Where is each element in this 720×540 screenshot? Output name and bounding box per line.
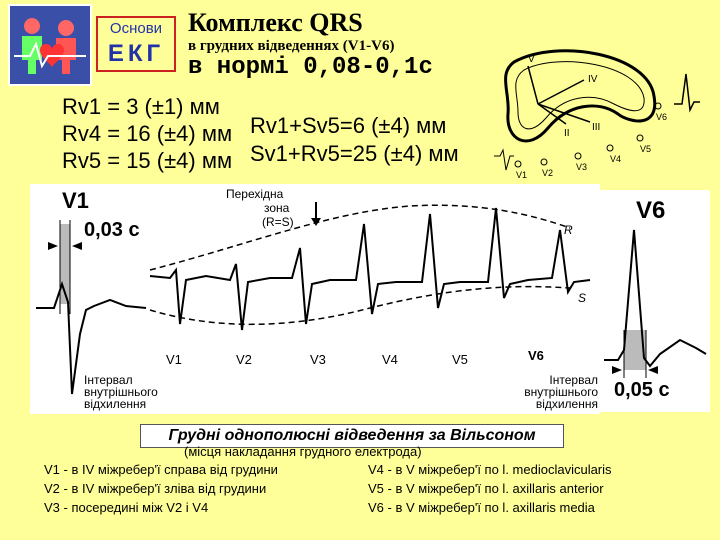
lead-label: V3 [310,352,326,367]
measurement-sum1: Rv1+Sv5=6 (±4) мм [250,113,447,138]
lead-position-item: V4 - в V міжребер'ї по l. medioclavicularis [368,462,612,477]
page-subtitle: в грудних відведеннях (V1-V6) [188,38,395,54]
heart-vector-diagram [488,44,714,184]
heart-people-icon [10,6,90,84]
r-envelope-label: R [564,223,573,237]
measurement-sum2: Sv1+Rv5=25 (±4) мм [250,141,459,166]
axis-label: IV [588,74,598,85]
lead-position-item: V3 - посередині між V2 і V4 [44,500,209,515]
lead-position-item: V2 - в IV міжребер'ї зліва від грудини [44,481,267,496]
transition-label: (R=S) [262,215,294,229]
measurement-rv1: Rv1 = 3 (±1) мм [62,94,220,119]
v6-panel [600,190,710,412]
axis-label: III [592,122,601,133]
transition-label: Перехідна [226,187,284,201]
brand-line2: ЕКГ [107,40,165,67]
s-envelope-label: S [578,291,587,305]
lead-marker: V4 [610,154,622,164]
lead-position-item: V1 - в IV міжребер'ї справа від грудини [44,462,278,477]
lead-label: V2 [236,352,252,367]
v6-chart [600,190,710,412]
v6-interval-value: 0,05 с [614,379,670,401]
brand-box [96,16,176,72]
lead-marker: V2 [542,168,554,178]
lead-position-item: V6 - в V міжребер'ї по l. axillaris media [368,500,595,515]
v1-label: V1 [62,188,89,213]
interval-label-right: Інтервал внутрішнього відхилення [524,373,598,411]
lead-label: V6 [528,348,544,363]
transition-label: зона [264,201,290,215]
lead-label: V4 [382,352,398,367]
lead-marker: V6 [656,112,668,122]
measurement-rv5: Rv5 = 15 (±4) мм [62,148,233,173]
lead-label: V1 [166,352,182,367]
brand-line1: Основи [109,20,163,37]
lead-marker: V3 [576,162,588,172]
lead-marker: V5 [640,144,652,154]
lead-position-item: V5 - в V міжребер'ї по l. axillaris anterior [368,481,604,496]
logo [8,4,92,86]
interval-label-left: Інтервал внутрішнього відхилення [84,373,158,411]
lead-positions-right [368,460,612,517]
v1-interval-value: 0,03 с [84,219,140,241]
figure-caption: Грудні однополюсні відведення за Вільсоном [140,424,564,448]
measurement-rv4: Rv4 = 16 (±4) мм [62,121,233,146]
ecg-panel [30,184,600,414]
norm-duration: в нормі 0,08-0,1с [188,54,433,81]
axis-label: V [528,54,535,65]
lead-marker: V1 [516,170,528,180]
lead-positions-left [44,460,278,517]
lead-label: V5 [452,352,468,367]
page-title: Комплекс QRS [188,8,363,37]
v6-label: V6 [636,197,666,224]
axis-label: II [564,128,570,139]
figure-subcaption: (місця накладання грудного електрода) [184,444,422,459]
